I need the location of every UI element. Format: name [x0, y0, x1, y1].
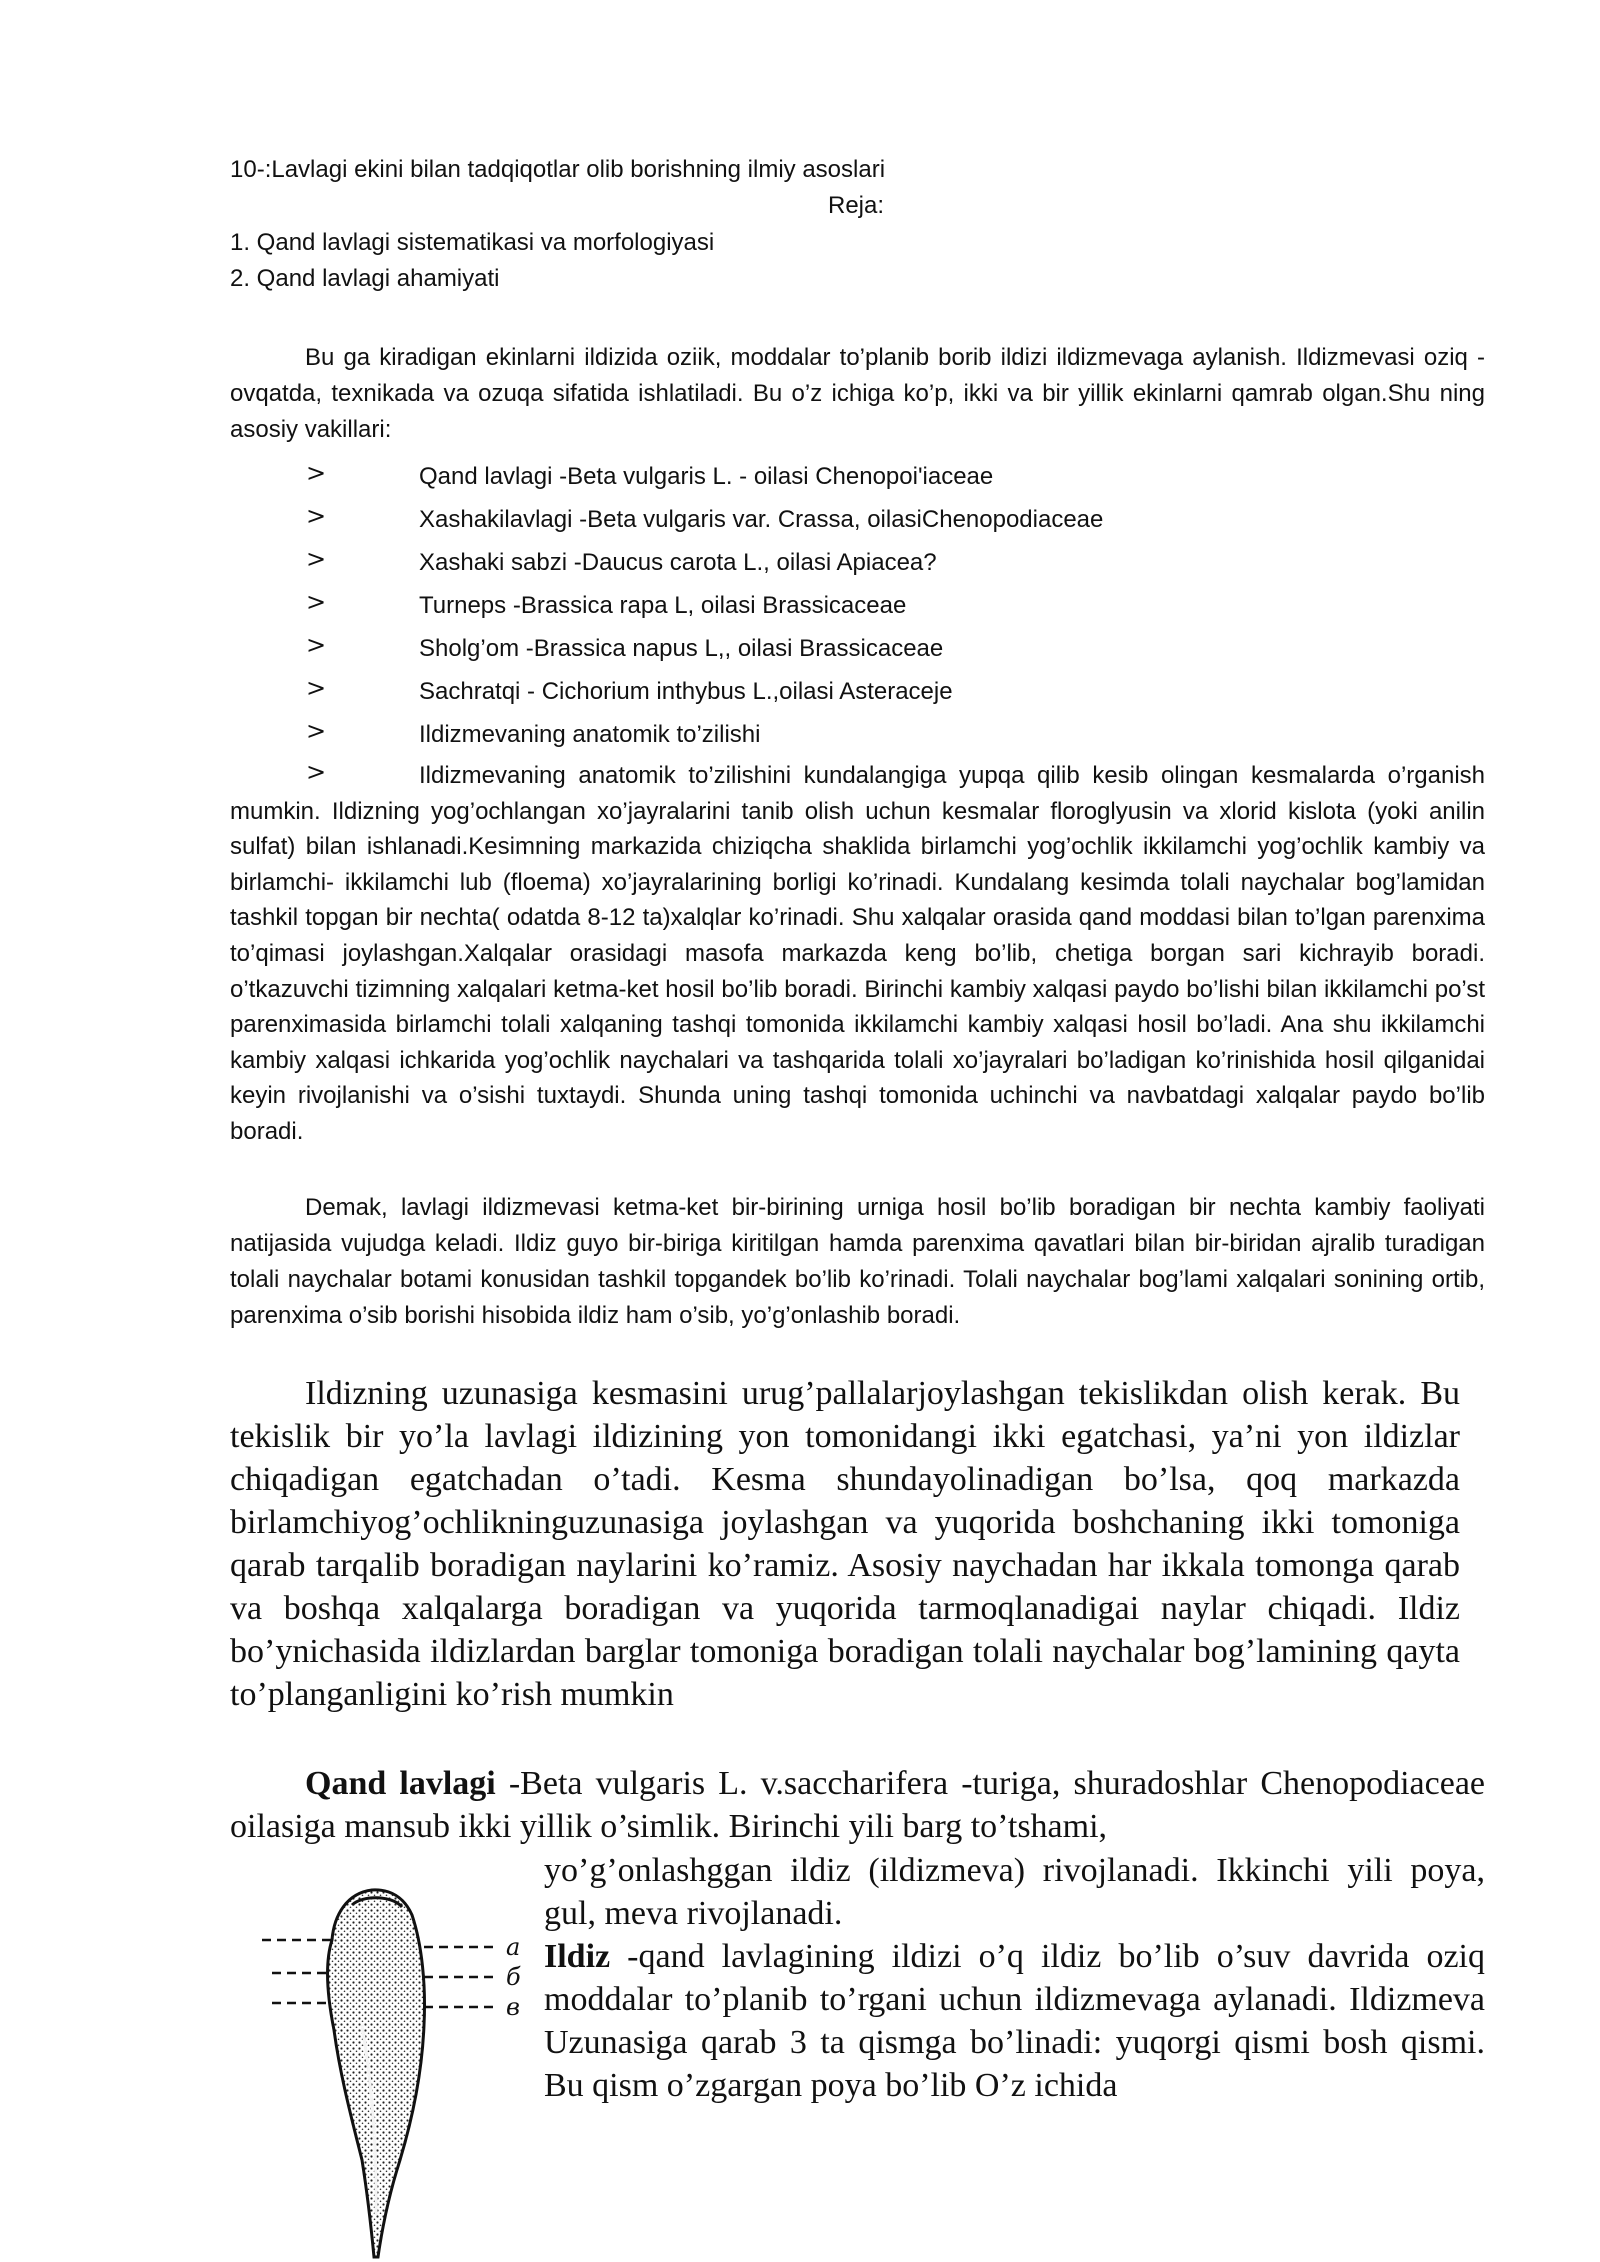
longitudinal-section-paragraph: Ildizning uzunasiga kesmasini urug’pallalarjoylashgan tekislikdan olish kerak. Bu tekislik bir yo’la lavlagi ildizining yon tomonidangi ikki egatchasi, ya’ni yon ildizlar chiqadigan egatchadan o’tadi. Kesma shundayolinadigan bo’lsa, qoq markazda birlamchiyog’ochlikninguzunasiga joylashgan va yuqorida boshchaning ikki tomoniga qarab tarqalib boradigan naylarini ko’ramiz. Asosiy naychadan har ikkala tomonga qarab va boshqa xalqalarga boradigan va yuqorida tarmoqlanadigai naylar chiqadi. Ildiz bo’ynichasida ildizlardan barglar tomoniga boradigan tolali naychalar bog’lamining qayta to’planganligini ko’rish mumkin: [230, 1375, 1460, 1713]
bullet-arrow-icon: >: [306, 717, 327, 745]
list-item-text: Sachratqi - Cichorium inthybus L.,oilasi Asteraceje: [419, 678, 953, 705]
list-item: [230, 670, 1485, 713]
sugar-beet-description: -Beta vulgaris L. v.saccharifera -turiga, shuradoshlar Chenopodiaceae oilasiga mansub ikki yillik o’simlik. Birinchi yili barg to’tshami,: [230, 1765, 1486, 1845]
list-item: [230, 584, 1485, 627]
list-item-text: Xashakilavlagi -Beta vulgaris var. Crassa, oilasiChenopodiaceae: [419, 506, 1104, 533]
document-title: 10-:Lavlagi ekini bilan tadqiqotlar olib borishning ilmiy asoslari: [230, 156, 886, 183]
list-item: [230, 541, 1485, 584]
list-item-text: Xashaki sabzi -Daucus carota L., oilasi Apiacea?: [419, 549, 937, 576]
plan-item-1: 1. Qand lavlagi sistematikasi va morfologiyasi: [230, 229, 715, 256]
crop-list: [230, 455, 1485, 756]
bullet-arrow-icon: >: [306, 545, 327, 573]
bullet-arrow-icon: >: [306, 459, 327, 487]
root-term: Ildiz: [544, 1938, 611, 1975]
bullet-arrow-icon: >: [306, 758, 327, 786]
figure-label-b: б: [506, 1963, 521, 1991]
list-item: [230, 455, 1485, 498]
intro-paragraph: Bu ga kiradigan ekinlarni ildizida oziik, moddalar to’planib borib ildizi ildizmevaga aylanish. Ildizmevasi oziq -ovqatda, texnikada va ozuqa sifatida ishlatiladi. Bu o’z ichiga ko’p, ikki va bir yillik ekinlarni qamrab olgan.Shu ning asosiy vakillari:: [230, 344, 1485, 443]
list-item: [230, 713, 1485, 756]
list-item: [230, 498, 1485, 541]
plan-heading: Reja:: [828, 192, 885, 219]
root-description-column: [544, 1849, 1485, 2107]
list-item: [230, 627, 1485, 670]
list-item-text: Qand lavlagi -Beta vulgaris L. - oilasi Chenopoi'iaceae: [419, 463, 994, 490]
plan-item-2: 2. Qand lavlagi ahamiyati: [230, 265, 500, 292]
figure-label-v: в: [506, 1993, 520, 2021]
summary-paragraph: Demak, lavlagi ildizmevasi ketma-ket bir-birining urniga hosil bo’lib boradigan bir nechta kambiy faoliyati natijasida vujudga keladi. Ildiz guyo bir-biriga kiritilgan hamda parenxima qavatlari bilan bir-biridan ajralib turadigan tolali naychalar botami konusidan tashkil topgandek bo’lib ko’rinadi. Tolali naychalar bog’lami xalqalari sonining ortib, parenxima o’sib borishi hisobida ildiz ham o’sib, yo’g’onlashib boradi.: [230, 1194, 1485, 1329]
development-text: yo’g’onlashggan ildiz (ildizmeva) rivojlanadi. Ikkinchi yili poya, gul, meva rivojlanadi.: [544, 1852, 1485, 1932]
list-item-text: Turneps -Brassica rapa L, oilasi Brassicaceae: [419, 592, 907, 619]
bullet-arrow-icon: >: [306, 588, 327, 616]
bullet-arrow-icon: >: [306, 502, 327, 530]
sugar-beet-term: Qand lavlagi: [305, 1765, 496, 1802]
list-item-text: Ildizmevaning anatomik to’zilishi: [419, 721, 761, 748]
sugar-beet-paragraph: [230, 1762, 1485, 1848]
sugar-beet-root-illustration: [262, 1885, 552, 2262]
root-description: -qand lavlagining ildizi o’q ildiz bo’lib o’suv davrida oziq moddalar to’planib to’rgani uchun ildizmevaga aylanadi. Ildizmeva Uzunasiga qarab 3 ta qismga bo’linadi: yuqorgi qismi bosh qismi. Bu qism o’zgargan poya bo’lib O’z ichida: [544, 1938, 1485, 2104]
figure-label-a: а: [506, 1933, 521, 1961]
root-paragraph: [544, 1935, 1485, 2107]
bullet-arrow-icon: >: [306, 674, 327, 702]
bullet-arrow-icon: >: [306, 631, 327, 659]
list-item-text: Sholg’om -Brassica napus L,, oilasi Brassicaceae: [419, 635, 944, 662]
anatomy-section: [230, 758, 1485, 1150]
anatomy-paragraph: Ildizmevaning anatomik to’zilishini kundalangiga yupqa qilib kesib olingan kesmalarda o’rganish mumkin. Ildizning yog’ochlangan xo’jayralarini tanib olish uchun kesmalar floroglyusin va xlorid kislota (yoki anilin sulfat) bilan ishlanadi.Kesimning markazida chiziqcha shaklida birlamchi yog’ochlik ikkilamchi yog’ochlik kambiy va birlamchi- ikkilamchi lub (floema) xo’jayralarining borligi ko’rinadi. Kundalang kesimda tolali naychalar bog’lamidan tashkil topgan bir nechta( odatda 8-12 ta)xalqlar ko’rinadi. Shu xalqalar orasida qand moddasi bilan to’lgan parenxima to’qimasi joylashgan.Xalqalar orasidagi masofa markazda keng bo’lib, chetiga borgan sari kichrayib boradi. o’tkazuvchi tizimning xalqalari ketma-ket hosil bo’lib boradi. Birinchi kambiy xalqasi paydo bo’lishi bilan ikkilamchi po’st parenximasida birlamchi tolali xalqaning tashqi tomonida ikkilamchi kambiy xalqasi hosil bo’ladi. Ana shu ikkilamchi kambiy xalqasi ichkarida yog’ochlik naychalari va tashqarida tolali xo’jayralari bo’ladigan ko’rinishida hosil qilganidai keyin rivojlanishi va o’sishi tuxtaydi. Shunda uning tashqi tomonida uchinchi va navbatdagi xalqalar paydo bo’lib boradi.: [230, 762, 1485, 1145]
